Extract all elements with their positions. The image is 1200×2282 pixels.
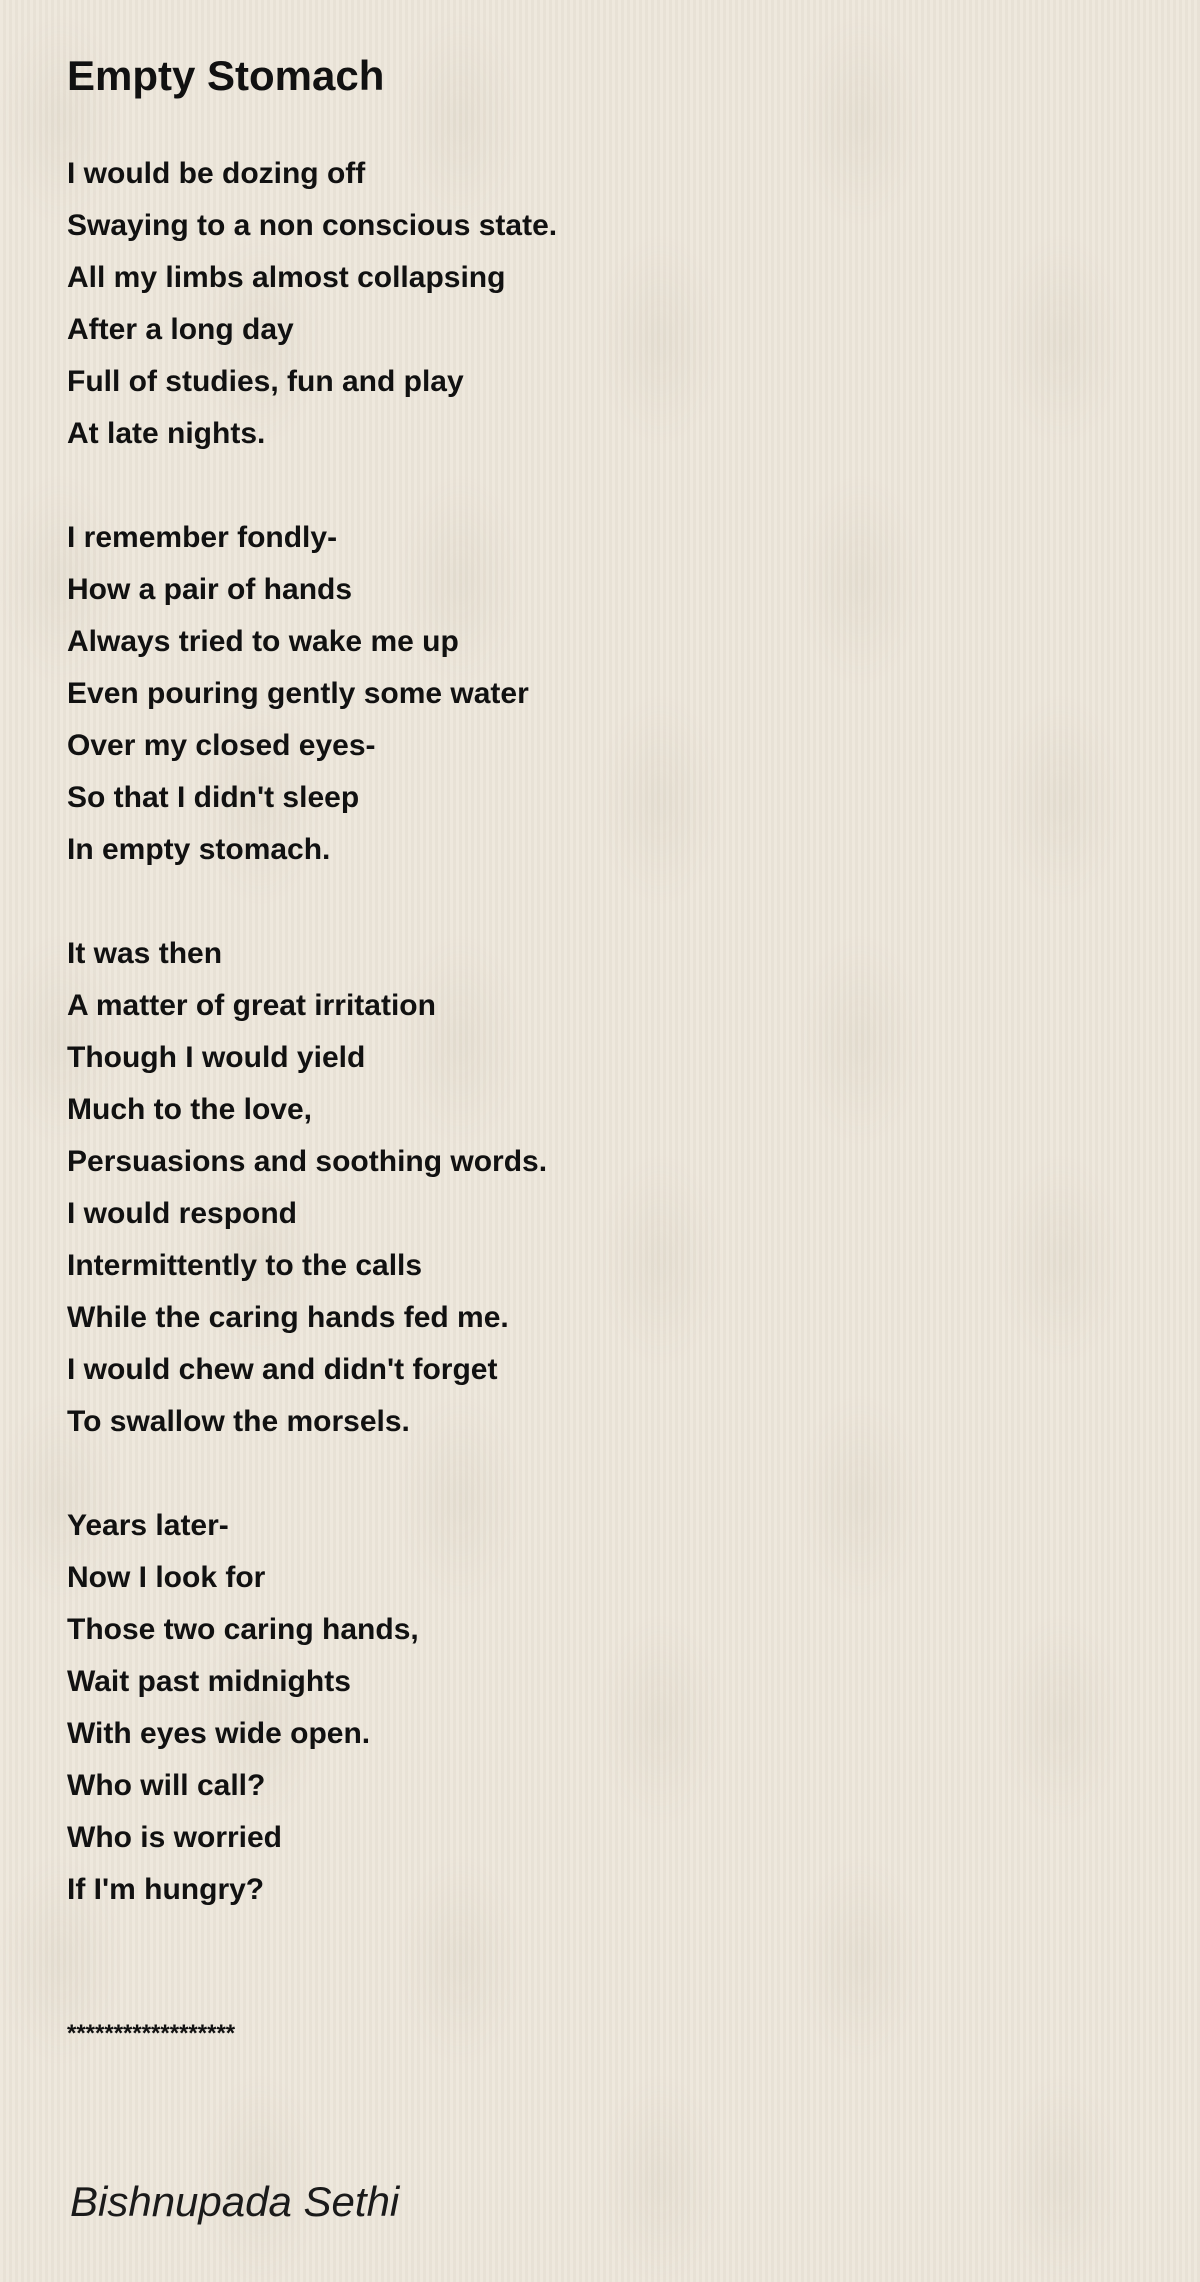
poem-line: Those two caring hands,	[67, 1613, 419, 1646]
poem-line: Intermittently to the calls	[67, 1249, 423, 1282]
stanza-1	[67, 148, 1067, 460]
stanza-4	[67, 1500, 1067, 1916]
poem-line: Over my closed eyes-	[67, 729, 376, 762]
separator-asterisks: ******************	[67, 2020, 236, 2047]
poem-line: In empty stomach.	[67, 833, 331, 866]
poem-body	[67, 148, 1067, 1968]
poem-line: Much to the love,	[67, 1093, 313, 1126]
poem-line: Always tried to wake me up	[67, 625, 459, 658]
poem-line: Who is worried	[67, 1821, 283, 1854]
stanza-3	[67, 928, 1067, 1448]
poem-line: How a pair of hands	[67, 573, 353, 606]
poem-line: Years later-	[67, 1509, 229, 1542]
poem-line: A matter of great irritation	[67, 989, 436, 1022]
poem-line: At late nights.	[67, 417, 266, 450]
poem-line: Persuasions and soothing words.	[67, 1145, 548, 1178]
author-name: Bishnupada Sethi	[70, 2178, 400, 2225]
poem-line: So that I didn't sleep	[67, 781, 360, 814]
poem-line: Full of studies, fun and play	[67, 365, 464, 398]
poem-line: With eyes wide open.	[67, 1717, 371, 1750]
poem-title: Empty Stomach	[67, 52, 385, 99]
poem-line: Though I would yield	[67, 1041, 366, 1074]
poem-line: All my limbs almost collapsing	[67, 261, 506, 294]
stanza-2	[67, 512, 1067, 876]
poem-line: I would chew and didn't forget	[67, 1353, 498, 1386]
poem-line: Even pouring gently some water	[67, 677, 529, 710]
poem-line: I would be dozing off	[67, 157, 366, 190]
poem-line: Now I look for	[67, 1561, 266, 1594]
poem-line: It was then	[67, 937, 223, 970]
poem-line: Swaying to a non conscious state.	[67, 209, 558, 242]
poem-line: I would respond	[67, 1197, 297, 1230]
poem-line: Wait past midnights	[67, 1665, 351, 1698]
poem-line: Who will call?	[67, 1769, 266, 1802]
poem-line: While the caring hands fed me.	[67, 1301, 509, 1334]
poem-line: If I'm hungry?	[67, 1873, 265, 1906]
poem-line: I remember fondly-	[67, 521, 338, 554]
poem-line: To swallow the morsels.	[67, 1405, 410, 1438]
poem-line: After a long day	[67, 313, 294, 346]
